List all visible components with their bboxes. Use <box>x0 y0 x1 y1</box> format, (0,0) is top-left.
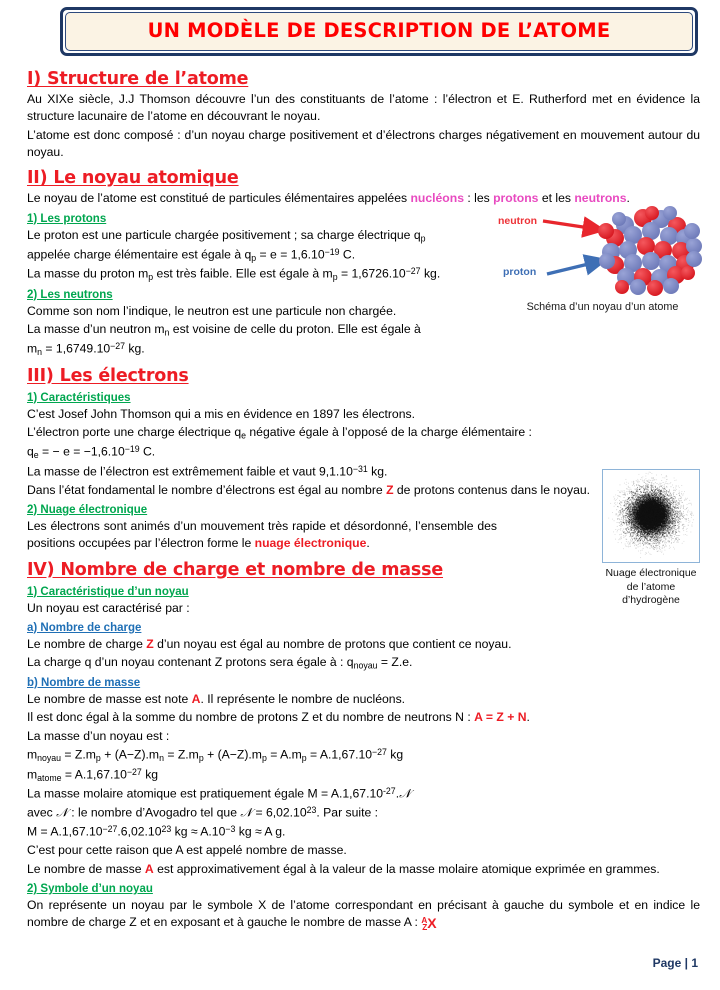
subsection-4-a <box>27 618 700 636</box>
eq1-h: p <box>198 753 204 764</box>
section-3-cloud-text <box>27 518 497 553</box>
heading-section-3: III) Les électrons <box>27 365 189 386</box>
eq1-m: = A.1,67.10 <box>306 747 373 762</box>
electron-l2a: L’électron porte une charge électrique q <box>27 424 242 439</box>
heading-section-2: II) Le noyau atomique <box>27 168 239 189</box>
page-footer: Page | 1 <box>652 956 698 970</box>
heading-section-4: IV) Nombre de charge et nombre de masse <box>27 559 444 580</box>
electron-l5b: de protons contenus dans le noyau. <box>393 482 591 497</box>
s4a-l2b: noyau <box>353 660 378 671</box>
proton-l2d: −19 <box>324 246 340 257</box>
cloud-caption-line-2: de l’atome <box>626 580 676 593</box>
eq2-c: = A.1,67.10 <box>61 767 127 782</box>
s4a-line-1 <box>27 636 587 653</box>
proton-l3d: p <box>332 272 338 283</box>
s4b-l5e: . Par suite : <box>316 805 379 820</box>
electron-l3a: q <box>27 444 34 459</box>
heading-sub-protons: 1) Les protons <box>27 212 107 225</box>
proton-l3f: −27 <box>405 266 421 277</box>
proton-l2a: appelée charge élémentaire est égale à q <box>27 247 252 262</box>
eq2-d: −27 <box>126 766 142 777</box>
neutron-l3b: n <box>37 347 43 358</box>
neutron-l2a: La masse d’un neutron m <box>27 322 165 337</box>
nucleus-stage <box>495 205 710 297</box>
heading-sub-neutrons: 2) Les neutrons <box>27 288 113 301</box>
eq1-g: = Z.m <box>163 747 199 762</box>
heading-sub-symbole: 2) Symbole d’un noyau <box>27 882 153 895</box>
proton-l3b: p <box>148 272 154 283</box>
proton-l3g: kg. <box>420 266 441 281</box>
figure-electron-cloud <box>591 469 711 608</box>
equation-matome <box>27 766 700 785</box>
proton-l1b: p <box>420 233 426 244</box>
s4b-l5d: 23 <box>306 805 317 816</box>
s4b-line-7: C’est pour cette raison que A est appelé nombre de masse. <box>27 843 347 858</box>
s4b-l1a: Le nombre de masse est note <box>27 692 192 707</box>
neutron-line-1: Comme son nom l’indique, le neutron est une particule non chargée. <box>27 303 397 318</box>
section-2-neutrons-text <box>27 303 497 359</box>
proton-l2c: = e = 1,6.10 <box>256 247 325 262</box>
neutron-line-2 <box>27 321 497 339</box>
symbol-avogadro: 𝒩 <box>399 786 411 801</box>
s4a-line-2 <box>27 654 700 672</box>
symbol-A: A <box>191 692 201 707</box>
electron-line-1: C’est Josef John Thomson qui a mis en évidence en 1897 les électrons. <box>27 406 415 421</box>
s2-intro-a: Le noyau de l’atome est constitué de particules élémentaires appelées <box>27 191 411 206</box>
heading-sub-caracteristiques: 1) Caractéristiques <box>27 391 131 404</box>
s4b-l2b: . <box>526 710 530 725</box>
subsection-4-b <box>27 673 700 691</box>
cloud-p-a: Les électrons sont animés d’un mouvement très rapide et désordonné, l’ensemble des positions occupées par l’électron forme le <box>27 518 497 551</box>
electron-cloud-caption <box>591 567 711 608</box>
s4b-l6b: −27 <box>102 824 118 835</box>
eq1-d: p <box>95 753 101 764</box>
heading-sub-nuage: 2) Nuage électronique <box>27 503 148 516</box>
proton-line-3 <box>27 265 497 284</box>
s4b-line-4 <box>27 785 700 803</box>
neutron-l3d: −27 <box>110 341 126 352</box>
electron-line-2 <box>27 424 700 442</box>
eq1-k: = A.m <box>266 747 302 762</box>
eq1-o: kg <box>386 747 404 762</box>
section-1-paragraph-2: L’atome est donc composé : d’un noyau charge positivement et d’électrons charges négativement en mouvement autour du noyau. <box>27 127 700 159</box>
proton-l3c: est très faible. Elle est égale à m <box>153 266 333 281</box>
term-nuage-electronique: nuage électronique <box>254 536 367 551</box>
eq1-b: noyau <box>37 753 62 764</box>
electron-l5a: Dans l’état fondamental le nombre d’électrons est égal au nombre <box>27 482 387 497</box>
s4b-l4c: . <box>395 786 400 801</box>
cloud-p-b: . <box>366 536 370 551</box>
symbol-avogadro-3: 𝒩 <box>240 805 253 820</box>
s2-intro-d: . <box>626 191 630 206</box>
page-title: UN MODÈLE DE DESCRIPTION DE L’ATOME <box>147 19 611 42</box>
nucleus-label-proton: proton <box>503 266 537 278</box>
s4b-line-2 <box>27 709 700 726</box>
s4b-l4a: La masse molaire atomique est pratiquement égale M = A.1,67.10 <box>27 786 384 801</box>
eq1-j: p <box>261 753 267 764</box>
s4b-l1b: . Il représente le nombre de nucléons. <box>200 692 406 707</box>
s4b-l6c: .6,02.10 <box>117 825 162 839</box>
s4a-text <box>27 636 587 653</box>
neutron-line-3 <box>27 340 497 359</box>
symbol-A-2: A <box>144 861 154 876</box>
neutron-l2b: n <box>164 327 170 338</box>
electron-l3c: = − e = −1,6.10 <box>38 444 125 459</box>
section-3 <box>27 360 700 388</box>
s4b-l6g: kg ≈ A g. <box>235 825 286 839</box>
neutron-l2c: est voisine de celle du proton. Elle est égale à <box>169 322 421 337</box>
proton-l2e: C. <box>339 247 356 262</box>
s4-sym-a: On représente un noyau par le symbole X de l’atome correspondant en précisant à gauche du symbole et en indice le nombre de charge Z et en exposant et à gauche le nombre de masse A : <box>27 897 700 930</box>
heading-sub-caracteristique-noyau: 1) Caractéristique d’un noyau <box>27 585 189 598</box>
electron-l4c: kg. <box>367 464 388 479</box>
nucleus-caption: Schéma d’un noyau d’un atome <box>526 301 679 313</box>
s2-intro-b: : les <box>463 191 494 206</box>
cloud-caption-line-1: Nuage électronique <box>605 567 697 579</box>
s4b-line-1 <box>27 691 700 708</box>
eq2-e: kg <box>141 767 159 782</box>
cloud-caption-line-3: d’hydrogène <box>622 594 680 607</box>
neutron-l3e: kg. <box>125 341 145 356</box>
eq1-l: p <box>301 753 307 764</box>
cloud-paragraph <box>27 518 497 553</box>
s4a-l1a: Le nombre de charge <box>27 636 147 651</box>
s4b-l5b: : le nombre d’Avogadro tel que <box>67 805 241 820</box>
electron-l3e: C. <box>139 444 156 459</box>
proton-line-2 <box>27 246 497 265</box>
document-page <box>0 7 720 990</box>
s4b-l4b: -27 <box>383 786 396 797</box>
s2-intro-c: et les <box>538 191 575 206</box>
electron-l3b: e <box>33 450 39 461</box>
neutron-l3a: m <box>27 341 38 356</box>
proton-l3a: La masse du proton m <box>27 266 149 281</box>
eq2-a: m <box>27 767 38 782</box>
s4b-l6a: M = A.1,67.10 <box>27 825 103 839</box>
proton-l1a: Le proton est une particule chargée positivement ; sa charge électrique q <box>27 227 421 242</box>
section-1 <box>27 63 700 91</box>
eq1-i: + (A−Z).m <box>203 747 262 762</box>
s4b-line-6 <box>27 823 700 841</box>
azx-A: A <box>421 915 428 925</box>
subsection-3-1 <box>27 388 700 406</box>
neutron-l3c: = 1,6749.10 <box>42 341 111 356</box>
proton-l3e: = 1,6726.10 <box>337 266 406 281</box>
section-1-paragraph-1: Au XIXe siècle, J.J Thomson découvre l’un des constituants de l’atome : l’électron et E. Rutherford met en évidence la structure lacunaire de l’atome en découvrant le noyau. <box>27 92 700 124</box>
arrow-neutron <box>543 221 603 230</box>
nucleon-cluster <box>598 206 702 296</box>
term-neutrons: neutrons <box>574 191 627 206</box>
electron-l2b: e <box>241 430 246 441</box>
eq1-f: n <box>159 753 164 764</box>
s4b-line-5 <box>27 804 700 822</box>
equation-A-Z-N: A = Z + N <box>474 710 527 725</box>
eq1-c: = Z.m <box>61 747 96 762</box>
electron-l4b: −31 <box>352 463 368 474</box>
electron-l2c: négative égale à l’opposé de la charge élémentaire : <box>246 424 532 439</box>
section-2 <box>27 162 700 190</box>
s4b-line-3: La masse d’un noyau est : <box>27 728 170 743</box>
azx-X: X <box>427 915 437 932</box>
term-nucleons: nucléons <box>410 191 464 206</box>
azx-Z: Z <box>422 922 428 932</box>
s4b-l6d: 23 <box>161 824 172 835</box>
s4b-l5c: = 6,02.10 <box>252 805 307 820</box>
term-protons: protons <box>493 191 539 206</box>
s4b-l2a: Il est donc égal à la somme du nombre de protons Z et du nombre de neutrons N : <box>27 710 475 725</box>
subsection-4-2 <box>27 879 700 897</box>
s4b-line-8 <box>27 861 700 878</box>
symbol-avogadro-2: 𝒩 <box>56 805 68 820</box>
nucleus-label-neutron: neutron <box>498 215 538 227</box>
eq1-n: −27 <box>372 747 387 758</box>
title-banner-inner <box>65 12 693 51</box>
heading-sub-nombre-de-charge: a) Nombre de charge <box>27 621 142 634</box>
s4a-l2a: La charge q d’un noyau contenant Z protons sera égale à : q <box>27 655 354 670</box>
s4b-l8b: est approximativement égal à la valeur de la masse molaire atomique exprimée en grammes. <box>153 861 660 876</box>
equation-mnoyau <box>27 746 700 765</box>
heading-section-1: I) Structure de l’atome <box>27 69 249 89</box>
s4b-l5a: avec <box>27 805 57 820</box>
symbol-Z-charge: Z <box>146 636 154 651</box>
s4b-l8a: Le nombre de masse <box>27 861 145 876</box>
electron-l4a: La masse de l’électron est extrêmement faible et vaut 9,1.10 <box>27 464 353 479</box>
electron-l3d: −19 <box>124 443 140 454</box>
electron-line-3 <box>27 443 700 462</box>
figure-nucleus <box>495 205 710 313</box>
s4-symbol-paragraph <box>27 897 700 934</box>
s4b-l6f: −3 <box>225 824 236 835</box>
s4a-l2c: = Z.e. <box>377 655 413 670</box>
electron-cloud-svg <box>603 470 699 562</box>
electron-cloud-frame <box>602 469 700 563</box>
eq2-b: atome <box>37 772 62 783</box>
eq1-e: + (A−Z).m <box>100 747 160 762</box>
s4a-l1b: d’un noyau est égal au nombre de protons que contient ce noyau. <box>153 636 512 651</box>
section-2-protons-text <box>27 227 497 284</box>
s4-intro: Un noyau est caractérisé par : <box>27 600 190 615</box>
nucleus-symbol-AZX <box>421 914 436 934</box>
symbol-Z: Z <box>386 482 394 497</box>
heading-sub-nombre-de-masse: b) Nombre de masse <box>27 677 141 690</box>
title-banner <box>60 7 698 56</box>
arrow-proton <box>547 260 605 274</box>
eq1-a: m <box>27 747 38 762</box>
proton-line-1 <box>27 227 497 245</box>
proton-l2b: p <box>251 252 257 263</box>
s4b-l6e: kg ≈ A.10 <box>171 825 226 839</box>
